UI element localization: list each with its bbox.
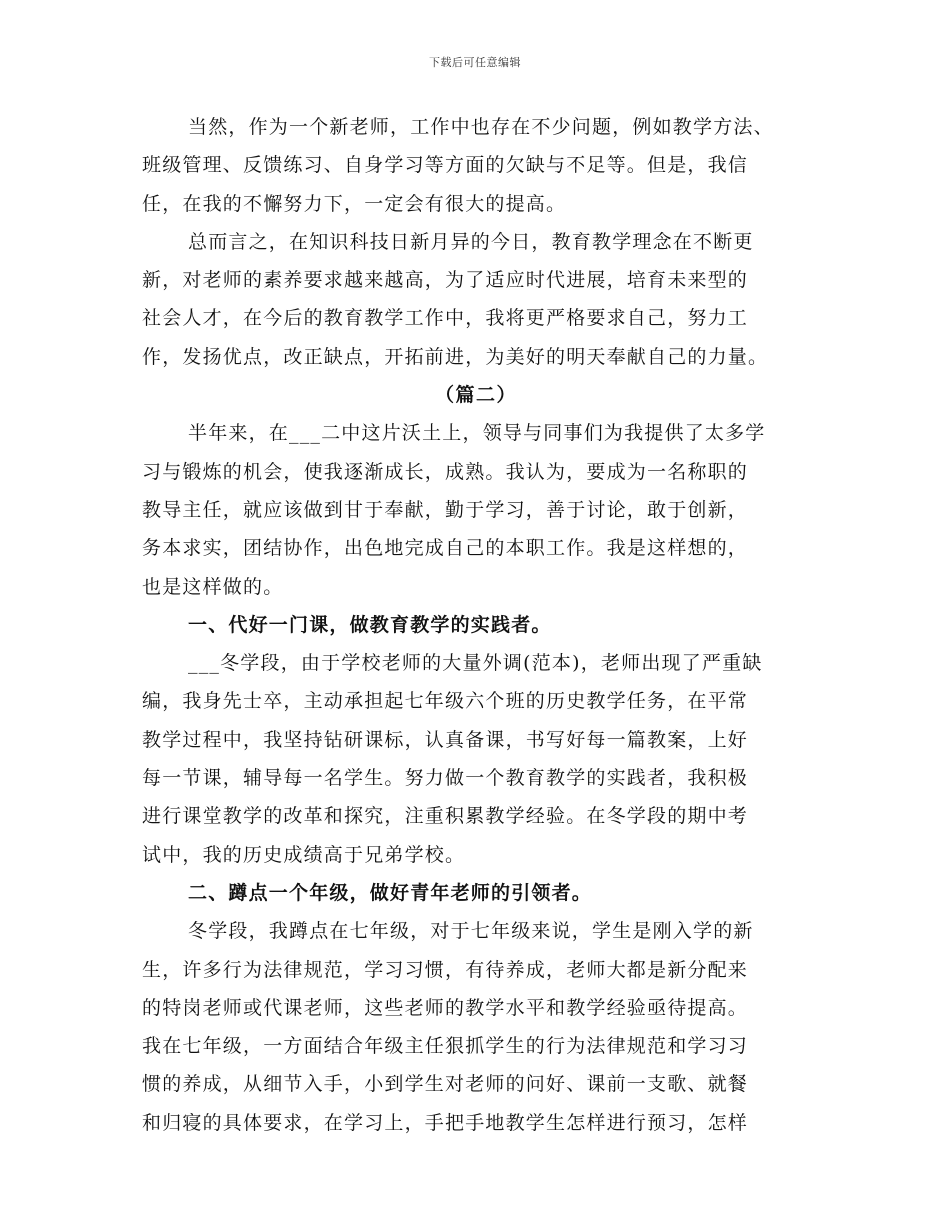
text-line: 社会人才，在今后的教育教学工作中，我将更严格要求自己，努力工 <box>142 307 749 330</box>
paragraph-shortcomings <box>142 108 810 223</box>
paragraph-conclusion <box>142 223 810 376</box>
paragraph-intro <box>142 414 810 605</box>
text-line: 任，在我的不懈努力下，一定会有很大的提高。 <box>142 192 567 215</box>
text-line: 总而言之，在知识科技日新月异的今日，教育教学理念在不断更 <box>188 230 754 253</box>
document-body <box>142 108 810 1142</box>
text-line: 当然，作为一个新老师，工作中也存在不少问题，例如教学方法、 <box>188 116 774 138</box>
text-line: 每一节课，辅导每一名学生。努力做一个教育教学的实践者，我积极 <box>142 767 749 790</box>
page-header: 下载后可任意编辑 <box>429 56 521 69</box>
text-line: 班级管理、反馈练习、自身学习等方面的欠缺与不足等。但是，我信 <box>142 154 749 177</box>
text-line: ___冬学段，由于学校老师的大量外调(范本)，老师出现了严重缺 <box>188 652 763 675</box>
text-line: 编，我身先士卒，主动承担起七年级六个班的历史教学任务，在平常 <box>142 690 749 713</box>
text-line: 试中，我的历史成绩高于兄弟学校。 <box>142 843 466 866</box>
text-line: 生，许多行为法律规范，学习习惯，有待养成，老师大都是新分配来 <box>142 958 749 981</box>
text-line: 进行课堂教学的改革和探究，注重积累教学经验。在冬学段的期中考 <box>142 805 749 828</box>
text-line: 我在七年级，一方面结合年级主任狠抓学生的行为法律规范和学习习 <box>142 1035 749 1058</box>
section-title: （篇二） <box>434 384 517 407</box>
paragraph-teaching-practice <box>142 644 810 874</box>
text-line: 务本求实，团结协作，出色地完成自己的本职工作。我是这样想的， <box>142 537 749 560</box>
paragraph-grade-seven <box>142 912 810 1142</box>
heading-one: 一、代好一门课，做教育教学的实践者。 <box>188 613 552 636</box>
text-line: 和归寝的具体要求，在学习上，手把手地教学生怎样进行预习，怎样 <box>142 1111 749 1134</box>
text-line: 新，对老师的素养要求越来越高，为了适应时代进展，培育未来型的 <box>142 269 749 292</box>
heading-two: 二、蹲点一个年级，做好青年老师的引领者。 <box>188 881 593 904</box>
text-line: 也是这样做的。 <box>142 575 284 598</box>
text-line: 冬学段，我蹲点在七年级，对于七年级来说，学生是刚入学的新 <box>188 920 754 943</box>
text-line: 教学过程中，我坚持钻研课标，认真备课，书写好每一篇教案，上好 <box>142 728 749 751</box>
text-line: 惯的养成，从细节入手，小到学生对老师的问好、课前一支歌、就餐 <box>142 1073 749 1096</box>
text-line: 教导主任，就应该做到甘于奉献，勤于学习，善于讨论，敢于创新， <box>142 498 749 521</box>
text-line: 的特岗老师或代课老师，这些老师的教学水平和教学经验亟待提高。 <box>142 996 749 1019</box>
text-line: 作，发扬优点，改正缺点，开拓前进，为美好的明天奉献自己的力量。 <box>142 345 769 368</box>
text-line: 半年来，在___二中这片沃土上，领导与同事们为我提供了太多学 <box>188 422 766 445</box>
text-line: 习与锻炼的机会，使我逐渐成长，成熟。我认为，要成为一名称职的 <box>142 460 749 483</box>
